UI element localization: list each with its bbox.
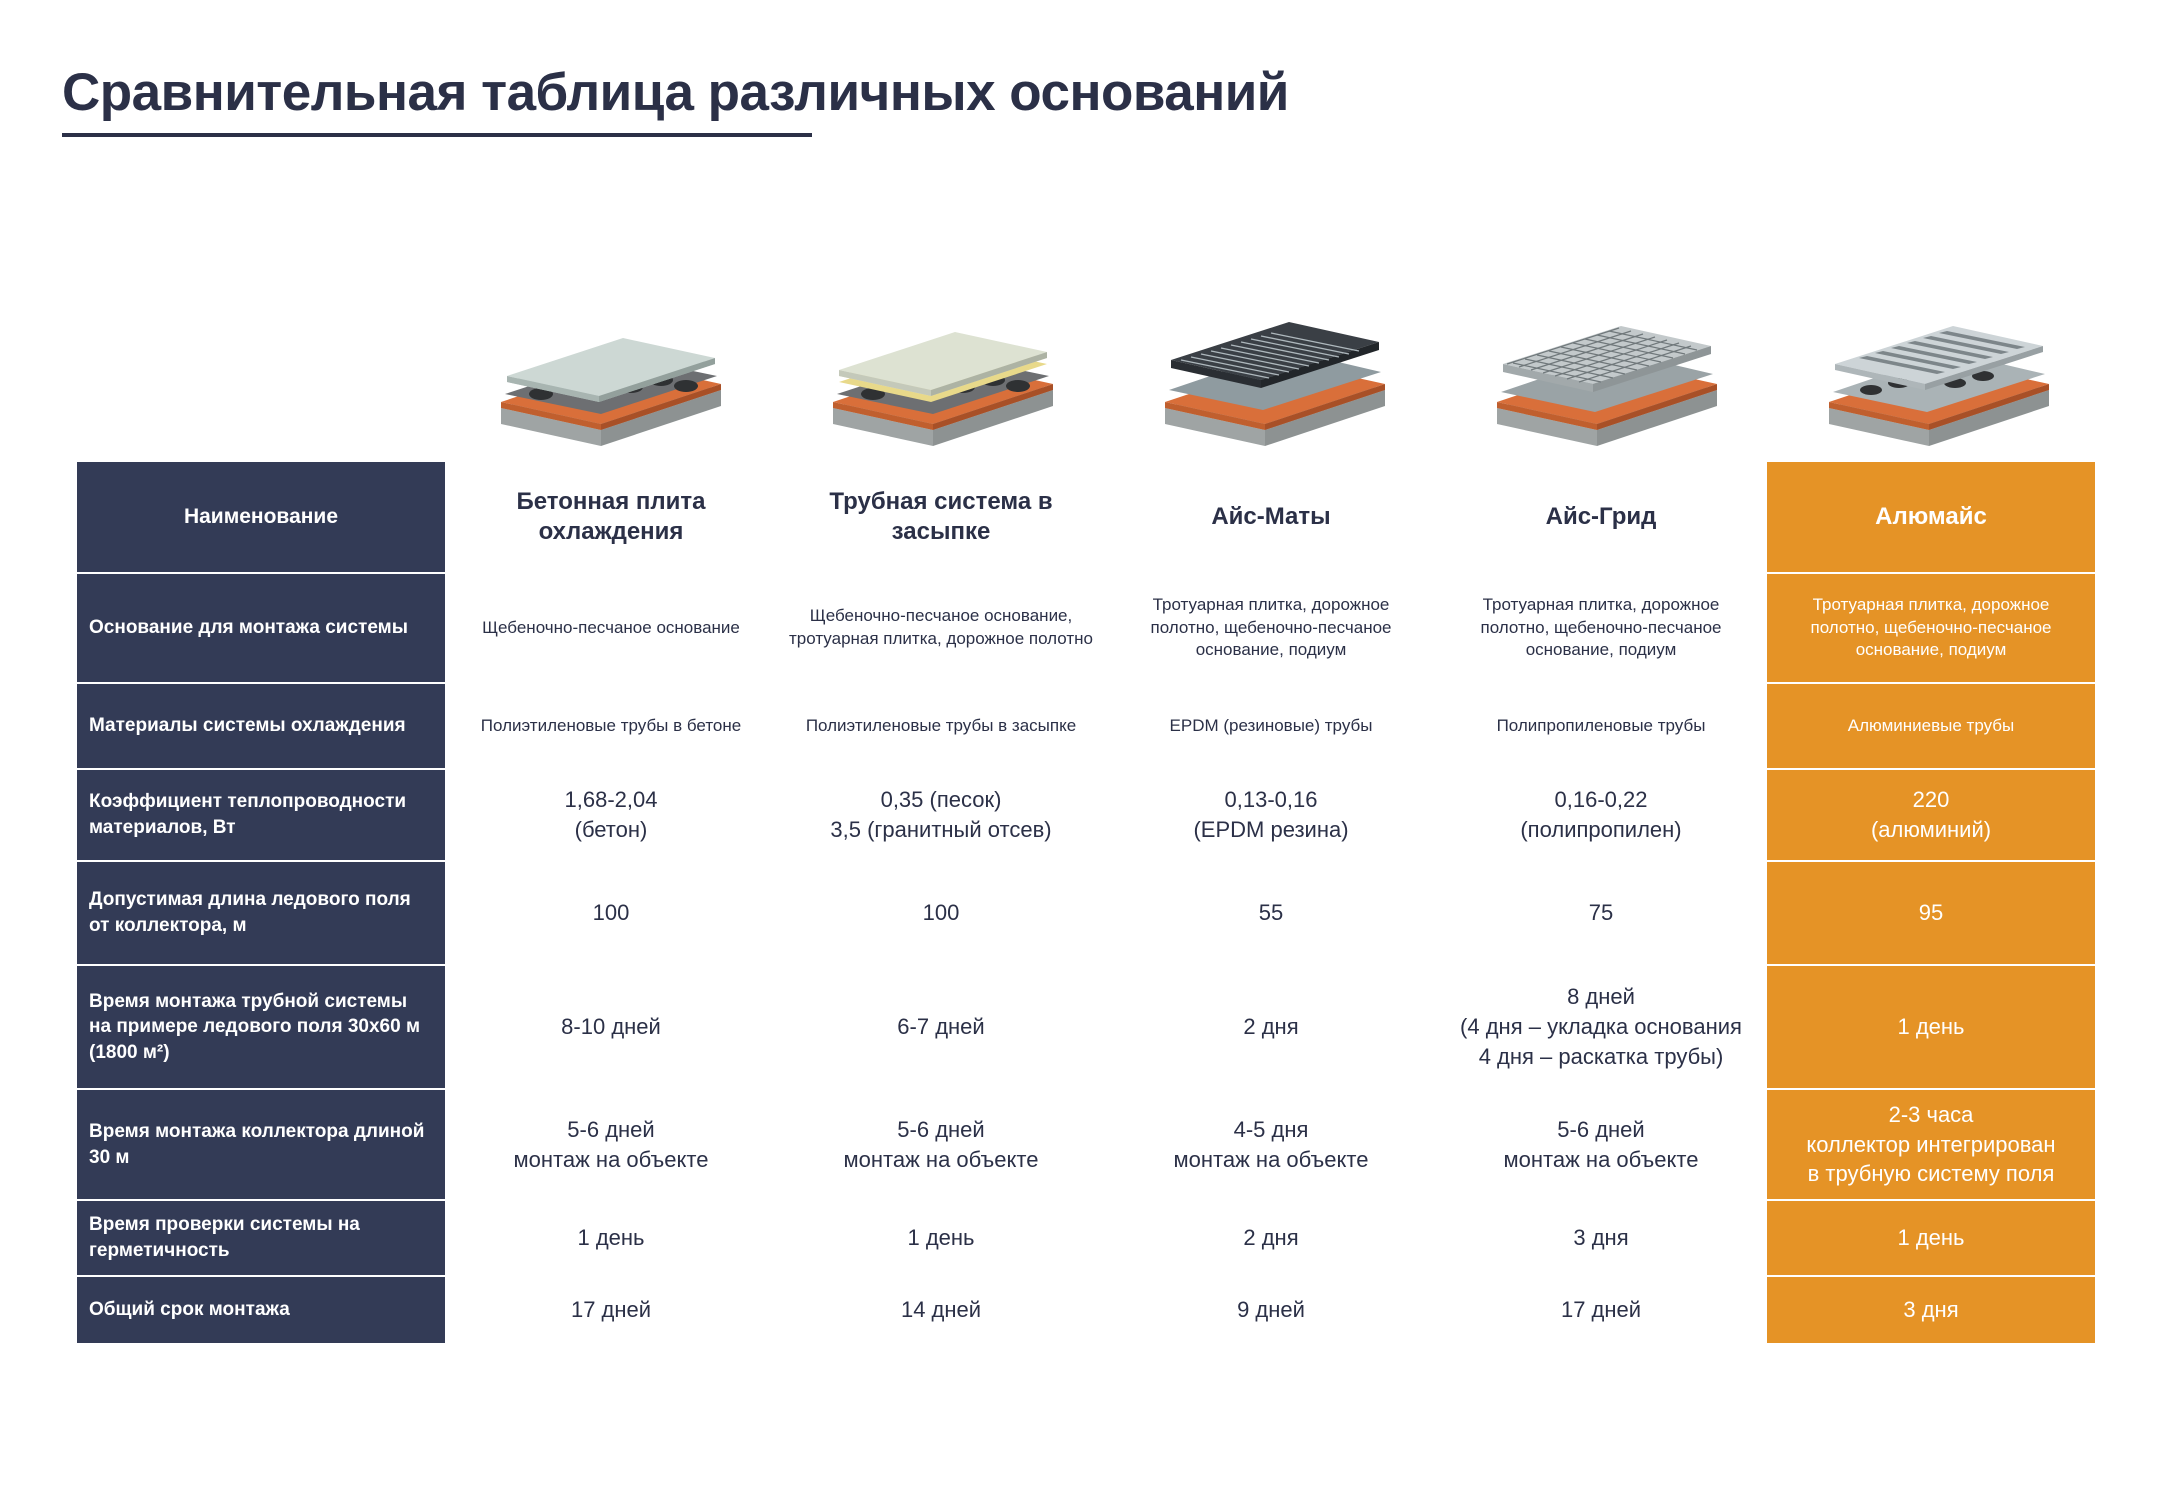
row-cell: 5-6 дней монтаж на объекте — [776, 1089, 1106, 1200]
row-label: Общий срок монтажа — [76, 1276, 446, 1344]
table-row — [76, 1089, 2096, 1200]
row-cell: EPDM (резиновые) трубы — [1106, 683, 1436, 769]
table-row — [76, 965, 2096, 1089]
row-cell: 2 дня — [1106, 1200, 1436, 1276]
ice-mats-illustration — [1135, 290, 1405, 460]
row-cell: 17 дней — [446, 1276, 776, 1344]
concrete-slab-cooling-illustration — [471, 290, 741, 460]
illustration-cell — [1768, 270, 2100, 460]
ice-grid-illustration — [1467, 290, 1737, 460]
table-row — [76, 683, 2096, 769]
table-row — [76, 1200, 2096, 1276]
row-label: Допустимая длина ледового поля от коллектора, м — [76, 861, 446, 965]
row-cell: 1 день — [776, 1200, 1106, 1276]
row-cell: 75 — [1436, 861, 1766, 965]
row-cell: 0,13-0,16 (EPDM резина) — [1106, 769, 1436, 861]
pipe-system-in-backfill-illustration — [803, 290, 1073, 460]
table-row — [76, 769, 2096, 861]
row-cell: 1 день — [1766, 965, 2096, 1089]
row-label: Время монтажа коллектора длиной 30 м — [76, 1089, 446, 1200]
table-body — [76, 573, 2096, 1344]
title-underline — [62, 133, 812, 137]
page-title: Сравнительная таблица различных оснований — [62, 63, 1289, 122]
column-header-ice-grid: Айс-Грид — [1436, 461, 1766, 573]
column-header-name: Наименование — [76, 461, 446, 573]
row-cell: 0,35 (песок) 3,5 (гранитный отсев) — [776, 769, 1106, 861]
row-cell: 100 — [776, 861, 1106, 965]
row-cell: Тротуарная плитка, дорожное полотно, щебеночно-песчаное основание, подиум — [1766, 573, 2096, 683]
row-cell: Щебеночно-песчаное основание, тротуарная плитка, дорожное полотно — [776, 573, 1106, 683]
row-label: Материалы системы охлаждения — [76, 683, 446, 769]
row-cell: 9 дней — [1106, 1276, 1436, 1344]
column-header-concrete-slab: Бетонная плита охлаждения — [446, 461, 776, 573]
illustration-cell — [772, 270, 1104, 460]
illustration-row — [440, 270, 2100, 460]
row-cell: Полипропиленовые трубы — [1436, 683, 1766, 769]
row-cell: Полиэтиленовые трубы в бетоне — [446, 683, 776, 769]
row-cell: 100 — [446, 861, 776, 965]
row-cell: 220 (алюминий) — [1766, 769, 2096, 861]
illustration-cell — [1436, 270, 1768, 460]
row-cell: Полиэтиленовые трубы в засыпке — [776, 683, 1106, 769]
table-row — [76, 861, 2096, 965]
alumice-illustration — [1799, 290, 2069, 460]
row-label: Время проверки системы на герметичность — [76, 1200, 446, 1276]
row-cell: 8 дней (4 дня – укладка основания 4 дня – раскатка трубы) — [1436, 965, 1766, 1089]
column-header-alumice: Алюмайс — [1766, 461, 2096, 573]
column-header-ice-mats: Айс-Маты — [1106, 461, 1436, 573]
page-title-block — [62, 62, 1289, 137]
row-label: Основание для монтажа системы — [76, 573, 446, 683]
column-header-pipe-system: Трубная система в засыпке — [776, 461, 1106, 573]
row-label: Время монтажа трубной системы на примере ледового поля 30х60 м (1800 м²) — [76, 965, 446, 1089]
row-cell: Тротуарная плитка, дорожное полотно, щебеночно-песчаное основание, подиум — [1436, 573, 1766, 683]
row-cell: 14 дней — [776, 1276, 1106, 1344]
row-cell: 5-6 дней монтаж на объекте — [446, 1089, 776, 1200]
table-row — [76, 1276, 2096, 1344]
row-cell: 17 дней — [1436, 1276, 1766, 1344]
row-cell: 1,68-2,04 (бетон) — [446, 769, 776, 861]
row-cell: 95 — [1766, 861, 2096, 965]
table-row — [76, 573, 2096, 683]
row-cell: Щебеночно-песчаное основание — [446, 573, 776, 683]
row-cell: 4-5 дня монтаж на объекте — [1106, 1089, 1436, 1200]
row-cell: 5-6 дней монтаж на объекте — [1436, 1089, 1766, 1200]
row-cell: 3 дня — [1766, 1276, 2096, 1344]
illustration-cell — [1104, 270, 1436, 460]
row-cell: 2 дня — [1106, 965, 1436, 1089]
row-cell: 1 день — [446, 1200, 776, 1276]
row-label: Коэффициент теплопроводности материалов, Вт — [76, 769, 446, 861]
table-header-row — [76, 461, 2096, 573]
row-cell: 3 дня — [1436, 1200, 1766, 1276]
row-cell: 8-10 дней — [446, 965, 776, 1089]
comparison-table — [75, 460, 2097, 1345]
row-cell: 2-3 часа коллектор интегрирован в трубную систему поля — [1766, 1089, 2096, 1200]
row-cell: Тротуарная плитка, дорожное полотно, щебеночно-песчаное основание, подиум — [1106, 573, 1436, 683]
row-cell: 1 день — [1766, 1200, 2096, 1276]
illustration-cell — [440, 270, 772, 460]
row-cell: 0,16-0,22 (полипропилен) — [1436, 769, 1766, 861]
row-cell: 6-7 дней — [776, 965, 1106, 1089]
row-cell: 55 — [1106, 861, 1436, 965]
row-cell: Алюминиевые трубы — [1766, 683, 2096, 769]
